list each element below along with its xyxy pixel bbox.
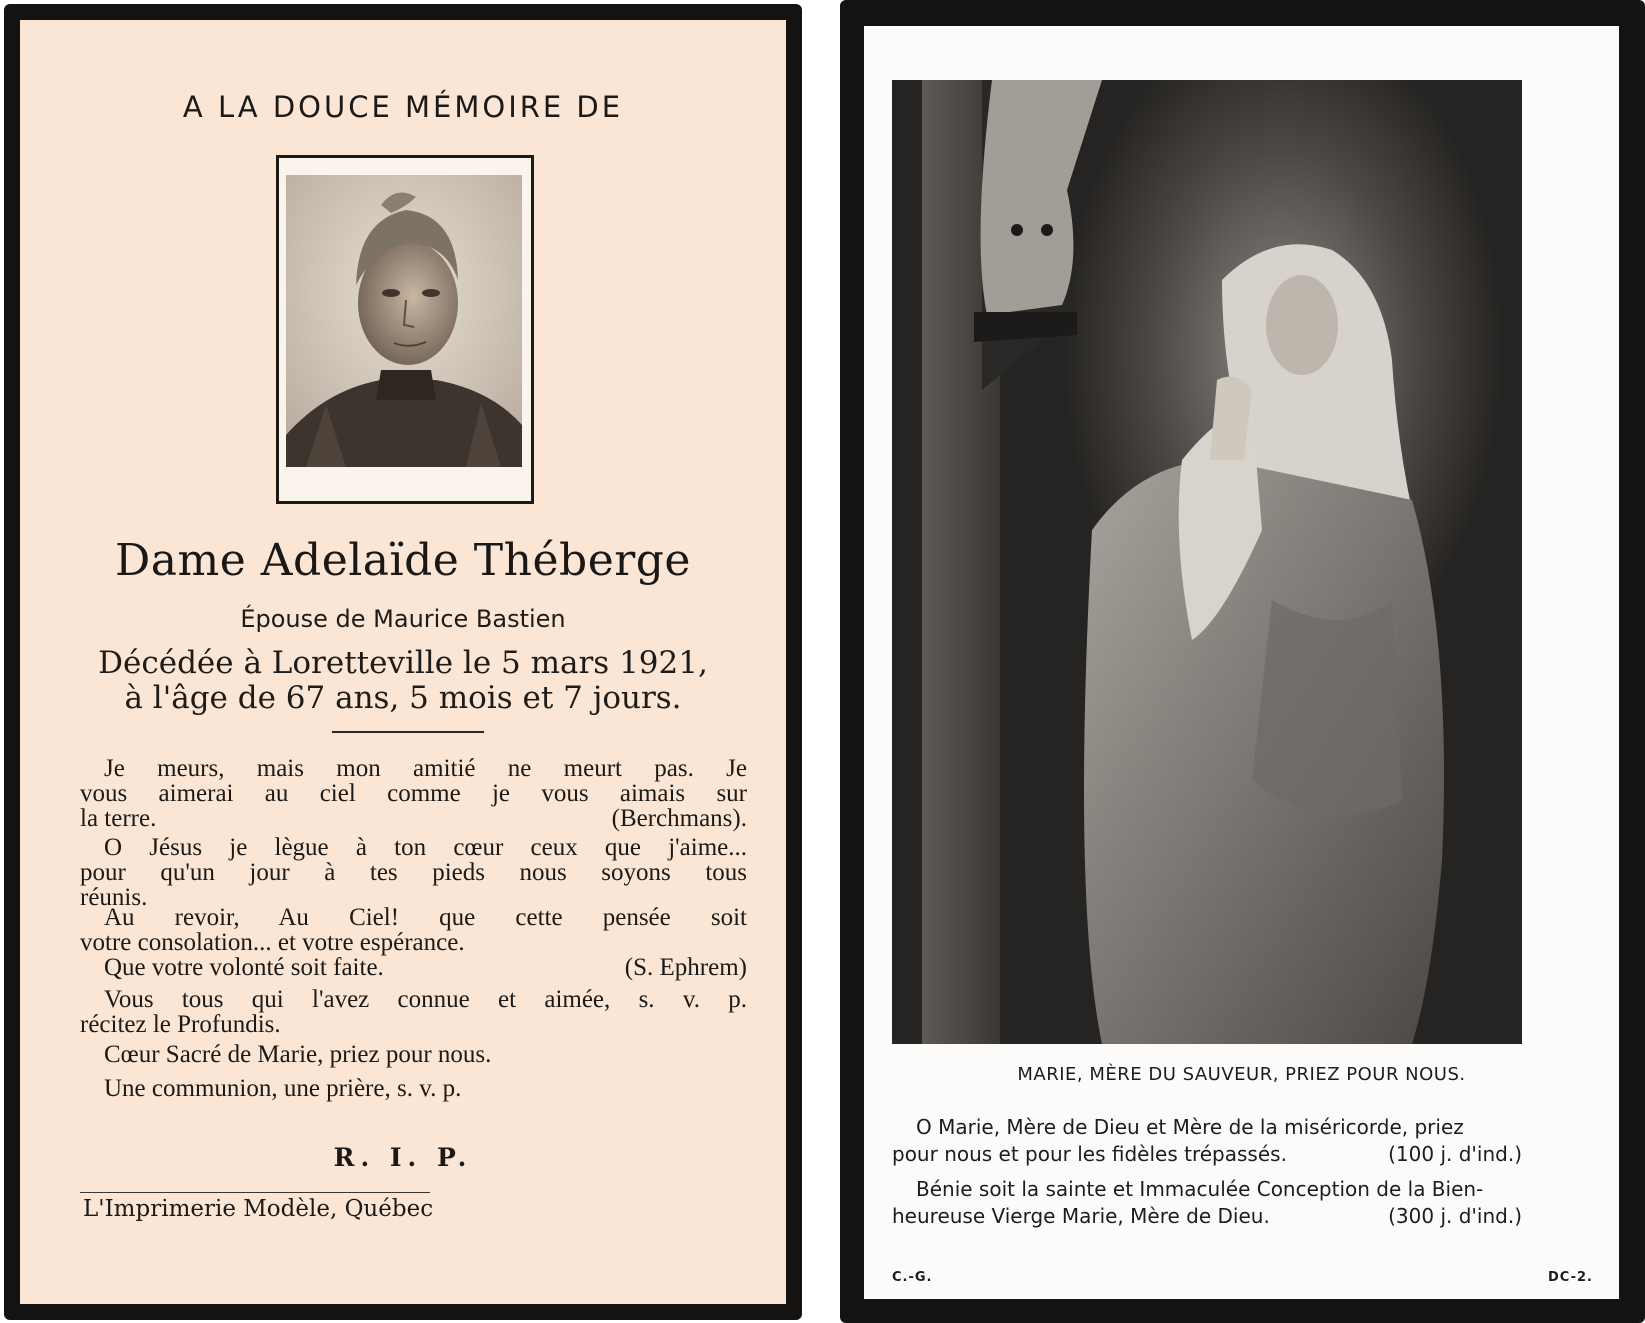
spouse-line: Épouse de Maurice Bastien (240, 605, 566, 633)
card-front-paper (20, 20, 786, 1304)
prayer-line (892, 1141, 1522, 1168)
prayer-immaculee (892, 1176, 1522, 1230)
memorial-card-back (840, 0, 1645, 1323)
publisher-code: C.-G. (892, 1270, 933, 1285)
verse-au-revoir (80, 905, 747, 955)
prayer-line: Bénie soit la sainte et Immaculée Conception de la Bien- (916, 1177, 1484, 1201)
verse-communion (80, 1076, 747, 1101)
verse-ephrem (80, 955, 747, 980)
prayer-text: pour nous et pour les fidèles trépassés. (892, 1142, 1287, 1166)
portrait-photo (286, 175, 522, 467)
age-line: à l'âge de 67 ans, 5 mois et 7 jours. (124, 680, 682, 716)
indulgence-note: (100 j. d'ind.) (1388, 1142, 1522, 1166)
verse-line (80, 806, 747, 831)
virgin-mary-image (892, 80, 1522, 1044)
verse-line: Je meurs, mais mon amitié ne meurt pas. Je (104, 755, 747, 782)
rip-mark: R. I. P. (333, 1143, 473, 1172)
card-number: DC-2. (1547, 1270, 1593, 1285)
memorial-card-front (4, 4, 802, 1320)
verse-line: pour qu'un jour à tes pieds nous soyons tous (80, 859, 747, 886)
verse-sacre-coeur (80, 1042, 747, 1067)
verse-line (80, 955, 747, 980)
verse-jesus (80, 835, 747, 910)
verse-line: réunis. (80, 884, 148, 911)
portrait-frame (276, 155, 534, 504)
card-back-paper (864, 26, 1619, 1299)
death-date-line: Décédée à Loretteville le 5 mars 1921, (98, 645, 708, 681)
verse-line: Au revoir, Au Ciel! que cette pensée soit (104, 904, 747, 931)
verse-line: Cœur Sacré de Marie, priez pour nous. (104, 1041, 492, 1068)
verse-text: la terre. (80, 805, 157, 832)
verse-berchmans (80, 756, 747, 831)
deceased-name: Dame Adelaïde Théberge (115, 535, 691, 586)
verse-line: votre consolation... et votre espérance. (80, 929, 465, 956)
verse-line: Une communion, une prière, s. v. p. (104, 1075, 462, 1102)
verse-line: O Jésus je lègue à ton cœur ceux que j'aime... (104, 834, 747, 861)
verse-line: Vous tous qui l'avez connue et aimée, s. v. p. (104, 986, 747, 1013)
verse-attribution: (S. Ephrem) (624, 954, 747, 981)
prayer-line (892, 1203, 1522, 1230)
indulgence-note: (300 j. d'ind.) (1388, 1204, 1522, 1228)
verse-line: vous aimerai au ciel comme je vous aimais sur (80, 780, 747, 807)
printer-rule (80, 1192, 430, 1193)
prayer-text: heureuse Vierge Marie, Mère de Dieu. (892, 1204, 1270, 1228)
memorial-heading: A LA DOUCE MÉMOIRE DE (182, 90, 624, 124)
prayer-misericorde (892, 1114, 1522, 1168)
verse-line: récitez le Profundis. (80, 1011, 281, 1038)
divider-rule (332, 731, 484, 733)
verse-attribution: (Berchmans). (611, 805, 747, 832)
image-caption: MARIE, MÈRE DU SAUVEUR, PRIEZ POUR NOUS. (1017, 1064, 1466, 1085)
verse-profundis (80, 987, 747, 1037)
verse-text: Que votre volonté soit faite. (104, 954, 384, 981)
printer-credit: L'Imprimerie Modèle, Québec (83, 1196, 434, 1222)
prayer-line: O Marie, Mère de Dieu et Mère de la miséricorde, priez (916, 1115, 1464, 1139)
